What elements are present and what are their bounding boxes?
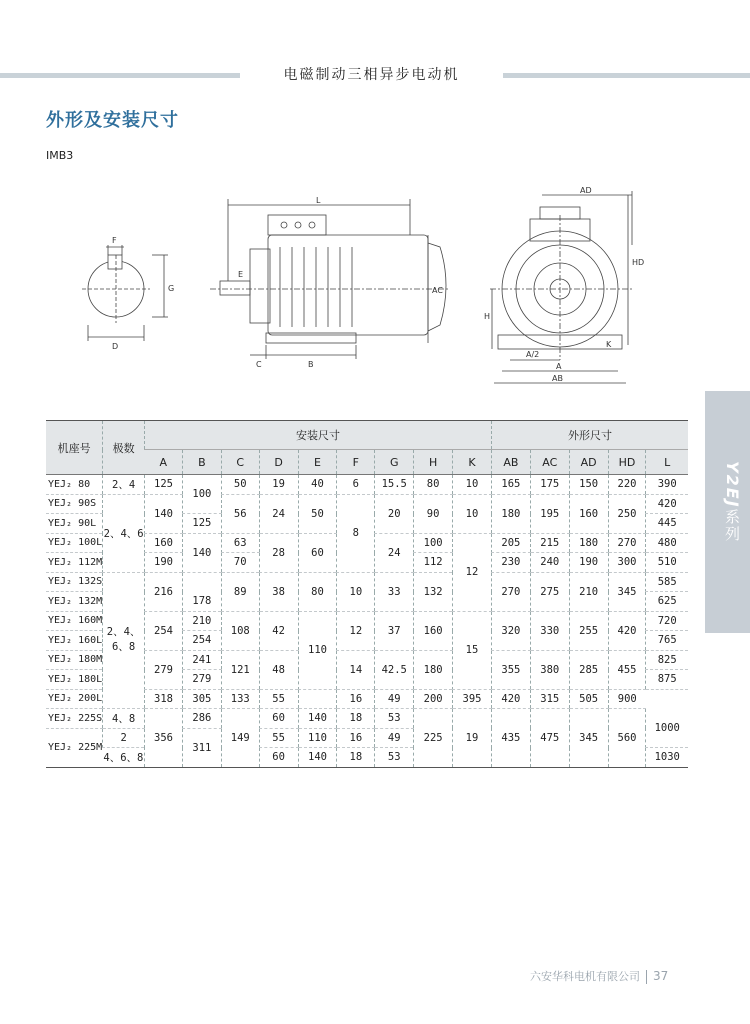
series-code: Y2EJ (723, 461, 742, 509)
cell-l: 720 (646, 611, 688, 631)
col-frame-header: 机座号 (46, 421, 103, 475)
page-header-title: 电磁制动三相异步电动机 (283, 67, 460, 83)
cell-ab: 205 (491, 533, 530, 553)
col-a: A (145, 450, 183, 475)
cell-ac: 380 (530, 650, 569, 689)
table-row (46, 494, 688, 514)
frame-cell: YEJ₂ 180L (46, 670, 103, 690)
cell-l: 875 (646, 670, 688, 690)
col-e: E (298, 450, 337, 475)
table-row (46, 475, 688, 495)
cell-ad: 210 (569, 572, 608, 611)
col-k: K (453, 450, 492, 475)
cell-b-blank (182, 572, 221, 592)
cell-a: 254 (145, 611, 183, 650)
outline-dimensions-header: 外形尺寸 (491, 421, 688, 450)
col-ac: AC (530, 450, 569, 475)
cell-h: 160 (414, 611, 453, 650)
dim-label-f: F (112, 236, 117, 245)
cell-b: 210 (182, 611, 221, 631)
dim-label-a: A (556, 362, 562, 371)
cell-ab: 230 (491, 553, 530, 573)
cell-ac: 195 (530, 494, 569, 533)
cell-l: 825 (646, 650, 688, 670)
cell-g: 24 (375, 533, 414, 572)
cell-f: 18 (337, 748, 375, 768)
cell-l: 1030 (646, 748, 688, 768)
cell-l: 420 (646, 494, 688, 514)
series-tab-text (713, 461, 743, 543)
frame-cell: YEJ₂ 200L (46, 689, 103, 709)
col-b: B (182, 450, 221, 475)
frame-cell: YEJ₂ 180M (46, 650, 103, 670)
cell-hd: 270 (608, 533, 646, 553)
col-ad: AD (569, 450, 608, 475)
cell-f: 18 (337, 709, 375, 729)
cell-e-blank (298, 689, 337, 709)
cell-ab: 435 (491, 709, 530, 768)
cell-e: 140 (298, 748, 337, 768)
cell-hd: 560 (608, 709, 646, 768)
cell-e: 110 (298, 611, 337, 689)
cell-h: 90 (414, 494, 453, 533)
cell-c: 133 (221, 689, 259, 709)
frame-cell: YEJ₂ 80 (46, 475, 103, 495)
cell-b: 125 (182, 514, 221, 534)
cell-h: 112 (414, 553, 453, 573)
poles-cell: 4、8 (103, 709, 145, 729)
cell-ab: 355 (491, 650, 530, 689)
cell-c: 56 (221, 494, 259, 533)
frame-cell: YEJ₂ 100L (46, 533, 103, 553)
poles-cell: 2、4、6 (103, 494, 145, 572)
cell-d: 38 (259, 572, 298, 611)
cell-hd: 455 (608, 650, 646, 689)
cell-g: 53 (375, 748, 414, 768)
cell-d: 48 (259, 650, 298, 689)
cell-d: 60 (259, 748, 298, 768)
cell-l: 585 (646, 572, 688, 592)
cell-e: 60 (298, 533, 337, 572)
cell-e: 140 (298, 709, 337, 729)
cell-a: 140 (145, 494, 183, 533)
cell-ab: 270 (491, 572, 530, 611)
cell-ad: 345 (569, 709, 608, 768)
cell-g: 42.5 (375, 650, 414, 689)
cell-c: 50 (221, 475, 259, 495)
cell-ad: 255 (569, 611, 608, 650)
col-poles-header: 极数 (103, 421, 145, 475)
dim-label-k: K (606, 340, 612, 349)
col-c: C (221, 450, 259, 475)
dim-label-d: D (112, 342, 119, 351)
frame-cell: YEJ₂ 132M (46, 592, 103, 612)
cell-ab: 395 (453, 689, 492, 709)
cell-l: 625 (646, 592, 688, 612)
cell-a: 160 (145, 533, 183, 553)
cell-f: 10 (337, 572, 375, 611)
cell-hd: 300 (608, 553, 646, 573)
cell-c: 149 (221, 709, 259, 768)
cell-c: 63 (221, 533, 259, 553)
cell-f: 16 (337, 728, 375, 748)
dim-label-h: H (484, 312, 491, 321)
cell-a: 125 (145, 475, 183, 495)
page-number: 37 (653, 969, 669, 983)
dim-label-ac: AC (432, 286, 443, 295)
cell-c: 89 (221, 572, 259, 611)
cell-g: 49 (375, 728, 414, 748)
cell-ad: 315 (530, 689, 569, 709)
cell-g: 37 (375, 611, 414, 650)
frame-cell: YEJ₂ 225M (46, 728, 103, 767)
mount-type-label: IMB3 (46, 149, 74, 162)
cell-d: 55 (259, 728, 298, 748)
cell-hd: 220 (608, 475, 646, 495)
cell-hd: 345 (608, 572, 646, 611)
cell-hd: 420 (608, 611, 646, 650)
cell-h: 180 (414, 650, 453, 689)
cell-b: 241 (182, 650, 221, 670)
cell-d: 55 (259, 689, 298, 709)
cell-h: 225 (414, 709, 453, 768)
cell-a: 190 (145, 553, 183, 573)
cell-a: 318 (145, 689, 183, 709)
col-d: D (259, 450, 298, 475)
series-side-tab (705, 391, 750, 633)
cell-hd: 505 (569, 689, 608, 709)
cell-ab: 320 (491, 611, 530, 650)
table-row (46, 572, 688, 592)
cell-hd: 250 (608, 494, 646, 533)
dim-label-l: L (316, 196, 321, 205)
col-h: H (414, 450, 453, 475)
cell-ad: 190 (569, 553, 608, 573)
cell-ac: 215 (530, 533, 569, 553)
dim-label-b: B (308, 360, 314, 369)
cell-e: 50 (298, 494, 337, 533)
cell-f: 16 (337, 689, 375, 709)
col-ab: AB (491, 450, 530, 475)
poles-cell: 4、6、8 (103, 748, 145, 768)
cell-ad: 180 (569, 533, 608, 553)
cell-d: 28 (259, 533, 298, 572)
frame-cell: YEJ₂ 225S (46, 709, 103, 729)
cell-k: 12 (453, 533, 492, 611)
cell-c: 108 (221, 611, 259, 650)
cell-g: 20 (375, 494, 414, 533)
cell-h: 132 (414, 572, 453, 611)
dim-label-c: C (256, 360, 262, 369)
cell-ab: 180 (491, 494, 530, 533)
cell-ac: 275 (530, 572, 569, 611)
poles-cell: 2、4 (103, 475, 145, 495)
page-footer (530, 968, 668, 984)
frame-cell: YEJ₂ 132S (46, 572, 103, 592)
dim-label-ab: AB (552, 374, 563, 383)
cell-ad: 285 (569, 650, 608, 689)
cell-l: 390 (646, 475, 688, 495)
cell-a: 279 (145, 650, 183, 689)
col-f: F (337, 450, 375, 475)
cell-b: 279 (182, 670, 221, 690)
cell-ad: 150 (569, 475, 608, 495)
cell-f: 12 (337, 611, 375, 650)
frame-cell: YEJ₂ 90S (46, 494, 103, 514)
cell-d: 19 (259, 475, 298, 495)
poles-cell: 2 (103, 728, 145, 748)
cell-f: 14 (337, 650, 375, 689)
cell-ac: 330 (530, 611, 569, 650)
cell-k: 19 (453, 709, 492, 768)
cell-f: 6 (337, 475, 375, 495)
cell-g: 33 (375, 572, 414, 611)
cell-e: 40 (298, 475, 337, 495)
cell-d: 60 (259, 709, 298, 729)
cell-ac: 420 (491, 689, 530, 709)
cell-d: 42 (259, 611, 298, 650)
col-hd: HD (608, 450, 646, 475)
cell-l: 510 (646, 553, 688, 573)
footer-divider (646, 970, 647, 984)
company-name: 六安华科电机有限公司 (530, 970, 640, 983)
header-rule-right (503, 73, 750, 78)
cell-b: 286 (182, 709, 221, 729)
cell-g: 15.5 (375, 475, 414, 495)
cell-b: 254 (182, 631, 221, 651)
cell-b: 311 (182, 728, 221, 767)
cell-ab: 165 (491, 475, 530, 495)
cell-l: 445 (646, 514, 688, 534)
frame-cell: YEJ₂ 112M (46, 553, 103, 573)
cell-b: 140 (182, 533, 221, 572)
cell-a: 216 (145, 572, 183, 611)
cell-l: 1000 (646, 709, 688, 748)
frame-cell: YEJ₂ 90L (46, 514, 103, 534)
dim-label-hd: HD (632, 258, 645, 267)
cell-l: 900 (608, 689, 646, 709)
cell-ac: 175 (530, 475, 569, 495)
motor-dimension-drawing (80, 185, 645, 400)
section-title: 外形及安装尺寸 (46, 110, 179, 131)
frame-cell: YEJ₂ 160L (46, 631, 103, 651)
cell-l: 765 (646, 631, 688, 651)
series-suffix: 系列 (723, 508, 741, 543)
poles-cell: 2、4、 6、8 (103, 572, 145, 709)
cell-g: 53 (375, 709, 414, 729)
cell-c: 121 (221, 650, 259, 689)
frame-cell: YEJ₂ 160M (46, 611, 103, 631)
cell-ac: 240 (530, 553, 569, 573)
dim-label-ad: AD (580, 186, 592, 195)
cell-ad: 160 (569, 494, 608, 533)
cell-f: 8 (337, 494, 375, 572)
dim-label-g: G (168, 284, 175, 293)
cell-k: 15 (453, 611, 492, 689)
cell-h: 100 (414, 533, 453, 553)
cell-ac: 475 (530, 709, 569, 768)
cell-k: 10 (453, 494, 492, 533)
install-dimensions-header: 安装尺寸 (145, 421, 492, 450)
dim-label-e: E (238, 270, 244, 279)
cell-b: 178 (182, 592, 221, 612)
cell-b: 100 (182, 475, 221, 514)
cell-h: 200 (414, 689, 453, 709)
col-g: G (375, 450, 414, 475)
cell-k: 10 (453, 475, 492, 495)
cell-b: 305 (182, 689, 221, 709)
cell-d: 24 (259, 494, 298, 533)
header-rule-left (0, 73, 240, 78)
dim-label-a-half: A/2 (526, 350, 540, 359)
cell-h: 80 (414, 475, 453, 495)
cell-e: 80 (298, 572, 337, 611)
cell-l: 480 (646, 533, 688, 553)
cell-e: 110 (298, 728, 337, 748)
cell-c: 70 (221, 553, 259, 573)
dimension-table (46, 420, 688, 768)
cell-a: 356 (145, 709, 183, 768)
table-row (46, 709, 688, 729)
cell-g: 49 (375, 689, 414, 709)
col-l: L (646, 450, 688, 475)
